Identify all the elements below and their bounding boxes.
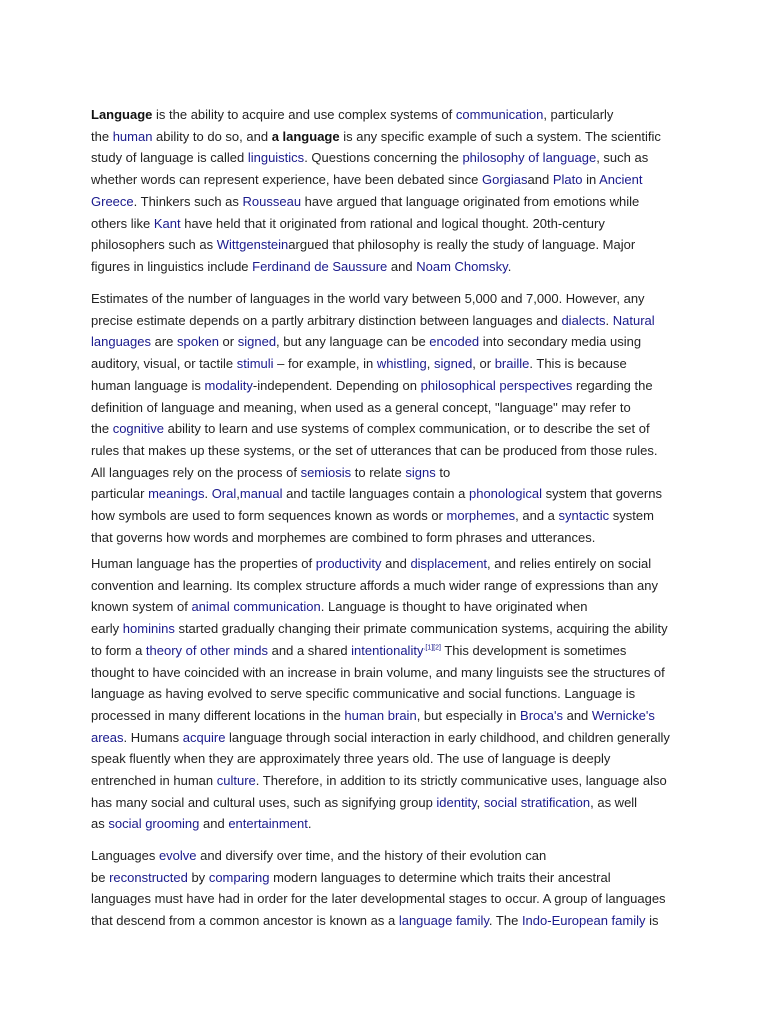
body-text: or <box>218 334 238 350</box>
text-line <box>91 890 666 908</box>
body-text: . This is because <box>529 356 627 372</box>
body-text: others like <box>91 215 154 231</box>
body-text: argued that philosophy is really the study of language. Major <box>288 237 636 253</box>
body-text: and <box>199 816 229 832</box>
text-line <box>91 794 637 812</box>
text-line <box>91 869 611 887</box>
body-text: , and a <box>515 508 559 523</box>
wiki-link[interactable]: modality <box>204 377 253 393</box>
text-line <box>91 464 450 482</box>
body-text: . Language is thought to have originated when <box>320 599 588 615</box>
body-text: has many social and cultural uses, such as signifying group <box>91 794 437 810</box>
wiki-link[interactable]: Ancient <box>599 172 643 188</box>
body-text: and a shared <box>268 642 352 658</box>
wiki-link[interactable]: encoded <box>429 334 480 350</box>
text-line <box>91 258 511 276</box>
body-text: . Humans <box>123 729 183 745</box>
wiki-link[interactable]: communication <box>455 107 544 122</box>
body-text: the <box>91 128 113 144</box>
wiki-link[interactable]: Kant <box>153 215 181 231</box>
text-line <box>91 290 645 308</box>
body-text: definition of language and meaning, when used as a general concept, "language" may refer to <box>91 399 631 415</box>
body-text: to relate <box>351 464 406 480</box>
text-line <box>91 750 610 768</box>
body-text: . Therefore, in addition to its strictly communicative uses, language also <box>255 773 667 788</box>
text-line <box>91 507 654 525</box>
body-text: speak fluently when they are approximately three years old. The use of language is deeply <box>91 751 611 767</box>
body-text: . The <box>488 913 522 929</box>
wiki-link[interactable]: reconstructed <box>109 869 188 885</box>
wiki-link[interactable]: phonological <box>468 486 542 502</box>
wiki-link[interactable]: acquire <box>182 729 226 745</box>
body-text: , as well <box>590 794 638 810</box>
body-text: Human language has the properties of <box>91 556 316 571</box>
text-line <box>91 912 659 930</box>
body-text: thought to have coincided with an increase in brain volume, and many linguists see the structures of <box>91 664 665 680</box>
body-text: known system of <box>91 599 192 615</box>
body-text: study of language is called <box>91 150 248 166</box>
body-text: and tactile languages contain a <box>282 486 469 502</box>
wiki-link[interactable]: Wittgenstein <box>216 237 289 253</box>
text-line <box>91 664 665 682</box>
body-text: language as having evolved to serve specific communicative and social functions. Language is <box>91 686 636 702</box>
wiki-link[interactable]: spoken <box>177 334 219 350</box>
body-text: in <box>582 172 600 188</box>
text-line <box>91 399 631 417</box>
wiki-link[interactable]: theory of other minds <box>145 642 269 658</box>
wiki-link[interactable]: morphemes <box>446 508 516 523</box>
text-line <box>91 847 546 865</box>
body-text: the <box>91 421 113 437</box>
body-text: . Questions concerning the <box>304 150 463 166</box>
wiki-link[interactable]: Natural <box>612 312 655 328</box>
body-text: , <box>476 794 484 810</box>
text-line <box>91 772 667 790</box>
wiki-link[interactable]: language family <box>398 913 489 929</box>
body-text: to form a <box>91 642 146 658</box>
citation-ref[interactable]: .[1][2] <box>423 644 441 652</box>
body-text: , but especially in <box>416 707 521 723</box>
text-line <box>91 333 641 351</box>
wiki-link[interactable]: comparing <box>208 869 270 885</box>
body-text: and <box>387 258 417 274</box>
wiki-link[interactable]: displacement <box>410 556 488 571</box>
wiki-link[interactable]: stimuli <box>236 356 274 372</box>
wiki-link[interactable]: human brain <box>344 707 417 723</box>
body-text: be <box>91 869 110 885</box>
wiki-link[interactable]: productivity <box>315 556 382 571</box>
body-text: particular <box>91 486 149 502</box>
body-text: as <box>91 816 109 832</box>
text-line <box>91 577 658 595</box>
wiki-link[interactable]: dialects <box>561 312 606 328</box>
wiki-link[interactable]: signed <box>433 356 473 372</box>
wiki-link[interactable]: culture <box>216 773 256 788</box>
text-line <box>91 377 653 395</box>
wiki-link[interactable]: Indo-European family <box>521 913 646 929</box>
bold-term: a language <box>271 128 340 144</box>
wiki-link[interactable]: syntactic <box>558 508 610 523</box>
body-text: convention and learning. Its complex structure affords a much wider range of expressions than any <box>91 577 659 593</box>
text-line <box>91 555 651 573</box>
body-text: , particularly <box>543 107 614 122</box>
wiki-link[interactable]: Rousseau <box>242 193 302 209</box>
wiki-link[interactable]: Oral <box>211 486 237 502</box>
wiki-link[interactable]: Gorgias <box>481 172 528 188</box>
text-line <box>91 485 662 503</box>
body-text: system <box>609 508 654 523</box>
text-line <box>91 442 658 460</box>
body-text: whether words can represent experience, have been debated since <box>91 172 482 188</box>
body-text: started gradually changing their primate communication systems, acquiring the ability <box>174 621 668 637</box>
wiki-link[interactable]: manual <box>239 486 283 502</box>
body-text: ability to learn and use systems of complex communication, or to describe the set of <box>164 421 650 437</box>
body-text: regarding the <box>572 377 653 393</box>
text-line <box>91 707 655 725</box>
text-line <box>91 149 648 167</box>
text-line <box>91 598 587 616</box>
wiki-link[interactable]: areas <box>91 729 124 745</box>
body-text: is the ability to acquire and use complex systems of <box>152 107 456 122</box>
wiki-link[interactable]: philosophy of language <box>462 150 597 166</box>
body-text: entrenched in human <box>91 773 217 788</box>
wiki-link[interactable]: philosophical perspectives <box>420 377 573 393</box>
body-text: , <box>426 356 434 372</box>
wiki-link[interactable]: Greece <box>91 193 134 209</box>
wiki-link[interactable]: signs <box>405 464 436 480</box>
body-text: and <box>562 707 592 723</box>
body-text: rules that makes up these systems, or the set of utterances that can be produced from those rules. <box>91 442 658 458</box>
body-text: are <box>151 334 178 350</box>
wiki-link[interactable]: identity <box>436 794 477 810</box>
text-line <box>91 171 642 189</box>
body-text: . <box>507 258 512 274</box>
text-line <box>91 620 668 638</box>
body-text: by <box>187 869 209 885</box>
text-line <box>91 355 627 373</box>
text-line <box>91 106 613 124</box>
body-text: philosophers such as <box>91 237 217 253</box>
wiki-link[interactable]: Wernicke's <box>591 707 655 723</box>
body-text: is any specific example of such a system. The scientific <box>339 128 661 144</box>
text-line <box>91 193 639 211</box>
wiki-link[interactable]: animal communication <box>191 599 321 615</box>
body-text: -independent. Depending on <box>252 377 421 393</box>
wiki-link[interactable]: human <box>112 128 153 144</box>
body-text: – for example, in <box>273 356 377 372</box>
body-text: auditory, visual, or tactile <box>91 356 237 372</box>
body-text: that governs how words and morphemes are combined to form phrases and utterances. <box>91 529 596 545</box>
body-text: have held that it originated from rational and logical thought. 20th-century <box>180 215 605 231</box>
body-text: precise estimate depends on a partly arbitrary distinction between languages and <box>91 312 562 328</box>
body-text: into secondary media using <box>479 334 642 350</box>
text-line <box>91 420 650 438</box>
body-text: language through social interaction in early childhood, and children generally <box>225 729 670 745</box>
body-text: how symbols are used to form sequences known as words or <box>91 508 447 523</box>
body-text: , and relies entirely on social <box>487 556 652 571</box>
body-text: . <box>307 816 312 832</box>
wiki-link[interactable]: linguistics <box>247 150 305 166</box>
body-text: to <box>435 464 451 480</box>
body-text: . <box>605 312 613 328</box>
text-line <box>91 815 311 833</box>
text-line <box>91 529 595 547</box>
wiki-link[interactable]: semiosis <box>300 464 352 480</box>
body-text: , but any language can be <box>276 334 430 350</box>
body-text: Languages <box>91 848 159 863</box>
body-text: and <box>381 556 411 571</box>
text-line <box>91 729 670 747</box>
text-line <box>91 642 626 660</box>
body-text: and <box>527 172 553 188</box>
text-line <box>91 215 605 233</box>
body-text: This development is sometimes <box>440 642 627 658</box>
body-text: . <box>204 486 212 502</box>
body-text: processed in many different locations in the <box>91 707 345 723</box>
wiki-link[interactable]: whistling <box>376 356 427 372</box>
body-text: system that governs <box>542 486 662 502</box>
wiki-link[interactable]: Broca's <box>520 707 563 723</box>
body-text: languages must have had in order for the later developmental stages to occur. A group of languages <box>91 891 666 907</box>
wiki-link[interactable]: Noam Chomsky <box>416 258 508 274</box>
wiki-link[interactable]: cognitive <box>112 421 164 437</box>
body-text: , such as <box>596 150 649 166</box>
body-text: , <box>236 486 240 502</box>
wiki-link[interactable]: meanings <box>148 486 205 502</box>
wiki-link[interactable]: entertainment <box>228 816 308 832</box>
wiki-link[interactable]: signed <box>237 334 277 350</box>
wiki-link[interactable]: social grooming <box>108 816 200 832</box>
text-line <box>91 312 655 330</box>
body-text: , or <box>472 356 495 372</box>
body-text: ability to do so, and <box>152 128 272 144</box>
bold-term: Language <box>91 107 153 122</box>
body-text: Estimates of the number of languages in the world vary between 5,000 and 7,000. However, any <box>91 291 645 306</box>
wiki-link[interactable]: languages <box>91 334 151 350</box>
body-text: human language is <box>91 377 205 393</box>
body-text: have argued that language originated from emotions while <box>301 193 640 209</box>
body-text: early <box>91 621 123 637</box>
body-text: figures in linguistics include <box>91 258 253 274</box>
text-line <box>91 128 661 146</box>
body-text: and diversify over time, and the history of their evolution can <box>196 848 547 863</box>
body-text: that descend from a common ancestor is known as a <box>91 913 399 929</box>
body-text: modern languages to determine which traits their ancestral <box>269 869 611 885</box>
wiki-link[interactable]: evolve <box>158 848 197 863</box>
body-text: All languages rely on the process of <box>91 464 301 480</box>
text-line <box>91 685 635 703</box>
text-line <box>91 236 635 254</box>
wiki-link[interactable]: social stratification <box>483 794 591 810</box>
body-text: is <box>645 913 659 929</box>
wiki-link[interactable]: hominins <box>122 621 175 637</box>
wiki-link[interactable]: intentionality <box>351 642 424 658</box>
wiki-link[interactable]: Plato <box>552 172 583 188</box>
wiki-link[interactable]: braille <box>494 356 530 372</box>
wiki-link[interactable]: Ferdinand de Saussure <box>252 258 388 274</box>
body-text: . Thinkers such as <box>133 193 243 209</box>
